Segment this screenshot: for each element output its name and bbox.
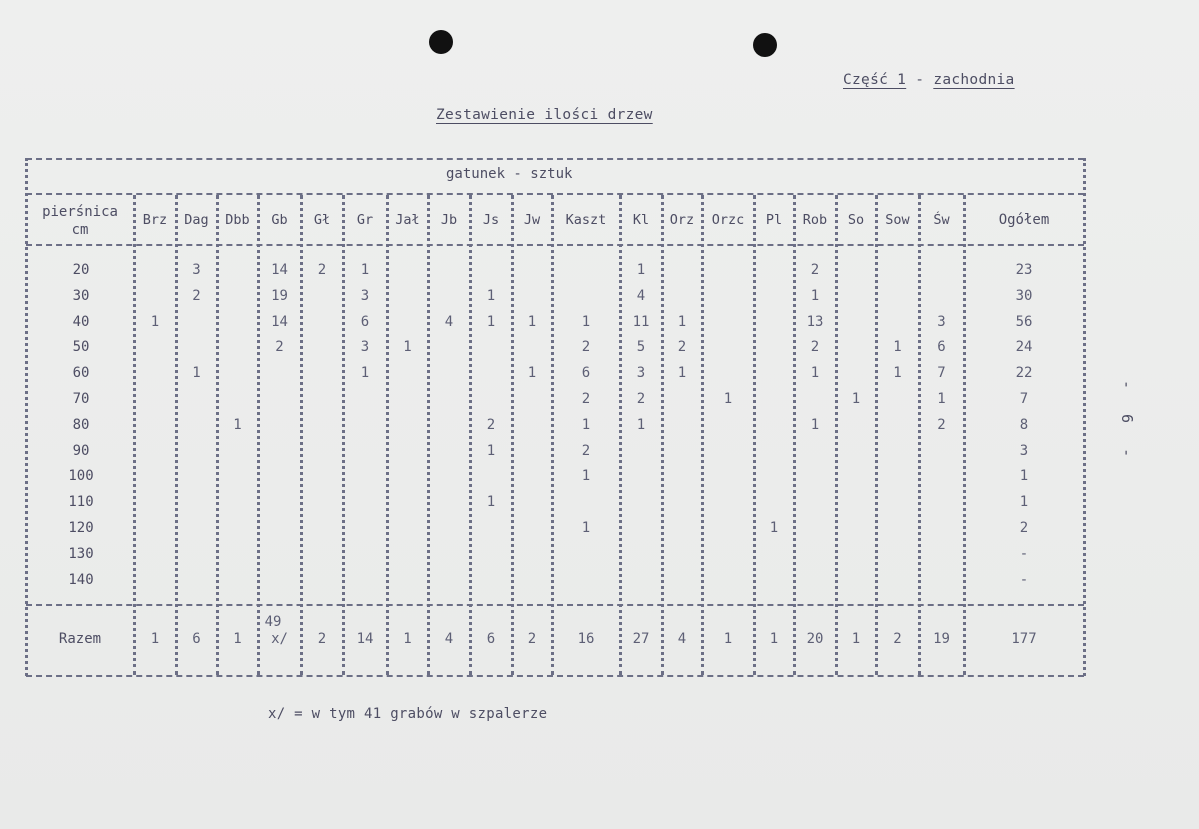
count-value: 19	[271, 287, 288, 304]
diameter-value: 40	[72, 313, 90, 330]
count-value: 1	[486, 313, 496, 330]
diameter-header: pierśnica	[42, 204, 118, 220]
part-heading	[843, 72, 1015, 88]
column-total: 4	[444, 631, 454, 647]
count-value: 2	[677, 339, 687, 356]
column-total-above: 49	[264, 614, 282, 630]
column-total: 1	[233, 631, 242, 647]
table-rule	[26, 158, 1084, 160]
row-total: 56	[1015, 313, 1033, 330]
column-divider	[918, 195, 921, 675]
count-value: 2	[317, 262, 327, 278]
diameter-value: 80	[72, 416, 90, 433]
species-header: So	[847, 212, 865, 228]
species-header: Jał	[395, 212, 420, 228]
column-total: 19	[933, 631, 950, 647]
row-total: 24	[1015, 339, 1033, 356]
row-total: 3	[1019, 442, 1029, 459]
diameter-value: 20	[72, 262, 90, 278]
count-value: 1	[150, 313, 160, 330]
species-header: Gł	[313, 212, 331, 228]
species-header: Brz	[142, 212, 168, 228]
count-value: 2	[486, 416, 496, 433]
count-value: 2	[581, 339, 591, 356]
column-total: 4	[677, 631, 687, 647]
row-total: 22	[1015, 365, 1033, 382]
row-total: 8	[1019, 416, 1029, 433]
row-total: -	[1019, 545, 1029, 562]
part-label: Część 1	[843, 72, 907, 88]
count-value: 2	[581, 391, 591, 407]
column-divider	[133, 195, 136, 675]
count-value: 1	[810, 365, 820, 382]
count-value: 2	[192, 287, 201, 304]
diameter-value: 90	[72, 442, 90, 459]
count-value: 1	[581, 468, 591, 485]
species-header: Orzc	[711, 212, 745, 228]
part-name: zachodnia	[933, 72, 1015, 88]
count-value: 1	[527, 365, 537, 382]
column-total: 1	[403, 631, 412, 647]
count-value: 1	[851, 391, 861, 407]
count-value: 1	[233, 416, 242, 433]
column-divider	[701, 195, 704, 675]
count-value: 13	[806, 313, 824, 330]
column-total: x/	[271, 631, 288, 647]
column-total: 1	[769, 631, 779, 647]
species-header: Rob	[802, 212, 828, 228]
row-total: 1	[1019, 494, 1029, 511]
species-header: Gr	[356, 212, 374, 228]
species-header: Dbb	[225, 212, 250, 228]
count-value: 1	[810, 416, 820, 433]
column-divider	[427, 195, 430, 675]
diameter-value: 30	[72, 287, 90, 304]
count-value: 14	[271, 313, 288, 330]
diameter-value: 70	[72, 391, 90, 407]
row-total: 2	[1019, 520, 1029, 536]
species-header: Dag	[184, 212, 209, 228]
count-value: 1	[810, 287, 820, 304]
tree-count-table	[26, 158, 1084, 676]
count-value: 1	[192, 365, 201, 382]
count-value: 3	[360, 287, 370, 304]
species-header: Gb	[271, 212, 288, 228]
column-total: 6	[486, 631, 496, 647]
species-header: Jw	[523, 212, 541, 228]
count-value: 1	[636, 262, 646, 278]
count-value: 1	[581, 313, 591, 330]
column-total: 2	[317, 631, 327, 647]
page-number: - 6 -	[1118, 380, 1136, 466]
part-separator: -	[906, 72, 934, 88]
footnote: x/ = w tym 41 grabów w szpalerze	[268, 706, 548, 722]
species-header: Js	[482, 212, 500, 228]
count-value: 3	[192, 262, 201, 278]
table-rule	[26, 193, 1084, 195]
total-header: Ogółem	[998, 212, 1050, 228]
count-value: 1	[486, 287, 496, 304]
column-total: 6	[192, 631, 201, 647]
column-divider	[511, 195, 514, 675]
table-rule	[26, 604, 1084, 606]
species-header: Kaszt	[565, 212, 607, 228]
diameter-value: 140	[68, 571, 94, 588]
punch-hole-right	[753, 33, 777, 57]
species-header: Św	[933, 212, 950, 228]
row-total: -	[1019, 571, 1029, 588]
row-total: 30	[1015, 287, 1033, 304]
group-header: gatunek - sztuk	[446, 166, 573, 182]
row-total: 1	[1019, 468, 1029, 485]
species-header: Pl	[765, 212, 783, 228]
count-value: 14	[271, 262, 288, 278]
count-value: 3	[360, 339, 370, 356]
diameter-value: 50	[72, 339, 90, 356]
count-value: 1	[581, 416, 591, 433]
count-value: 1	[403, 339, 412, 356]
row-total: 7	[1019, 391, 1029, 407]
count-value: 2	[581, 442, 591, 459]
count-value: 1	[677, 313, 687, 330]
column-total: 20	[806, 631, 824, 647]
column-total: 1	[150, 631, 160, 647]
count-value: 11	[632, 313, 650, 330]
species-header: Orz	[669, 212, 695, 228]
count-value: 1	[486, 442, 496, 459]
count-value: 1	[723, 391, 733, 407]
column-total: 27	[632, 631, 650, 647]
count-value: 2	[275, 339, 284, 356]
count-value: 1	[677, 365, 687, 382]
column-total: 1	[723, 631, 733, 647]
table-rule	[26, 244, 1084, 246]
count-value: 2	[810, 262, 820, 278]
column-divider	[551, 195, 554, 675]
table-rule	[26, 675, 1084, 677]
count-value: 1	[769, 520, 779, 536]
column-total: 2	[893, 631, 902, 647]
count-value: 6	[937, 339, 946, 356]
count-value: 1	[893, 365, 902, 382]
count-value: 2	[937, 416, 946, 433]
document-title: Zestawienie ilości drzew	[436, 107, 653, 123]
count-value: 3	[636, 365, 646, 382]
diameter-value: 130	[68, 545, 94, 562]
count-value: 1	[527, 313, 537, 330]
column-total: 1	[851, 631, 861, 647]
row-total: 23	[1015, 262, 1033, 278]
totals-label: Razem	[58, 631, 102, 647]
diameter-value: 100	[68, 468, 94, 485]
count-value: 4	[444, 313, 454, 330]
count-value: 2	[810, 339, 820, 356]
count-value: 7	[937, 365, 946, 382]
count-value: 1	[486, 494, 496, 511]
column-total: 14	[356, 631, 374, 647]
column-divider	[469, 195, 472, 675]
count-value: 2	[636, 391, 646, 407]
species-header: Kl	[632, 212, 650, 228]
column-total: 16	[577, 631, 595, 647]
count-value: 3	[937, 313, 946, 330]
count-value: 1	[893, 339, 902, 356]
species-header: Jb	[440, 212, 458, 228]
count-value: 1	[636, 416, 646, 433]
count-value: 1	[581, 520, 591, 536]
grand-total: 177	[1011, 631, 1037, 647]
diameter-value: 110	[68, 494, 94, 511]
punch-hole-left	[429, 30, 453, 54]
count-value: 6	[360, 313, 370, 330]
count-value: 1	[360, 262, 370, 278]
column-divider	[875, 195, 878, 675]
diameter-value: 120	[68, 520, 94, 536]
column-divider	[753, 195, 756, 675]
species-header: Sow	[885, 212, 910, 228]
count-value: 1	[360, 365, 370, 382]
count-value: 6	[581, 365, 591, 382]
diameter-value: 60	[72, 365, 90, 382]
diameter-unit: cm	[71, 222, 89, 238]
count-value: 4	[636, 287, 646, 304]
count-value: 1	[937, 391, 946, 407]
count-value: 5	[636, 339, 646, 356]
column-total: 2	[527, 631, 537, 647]
